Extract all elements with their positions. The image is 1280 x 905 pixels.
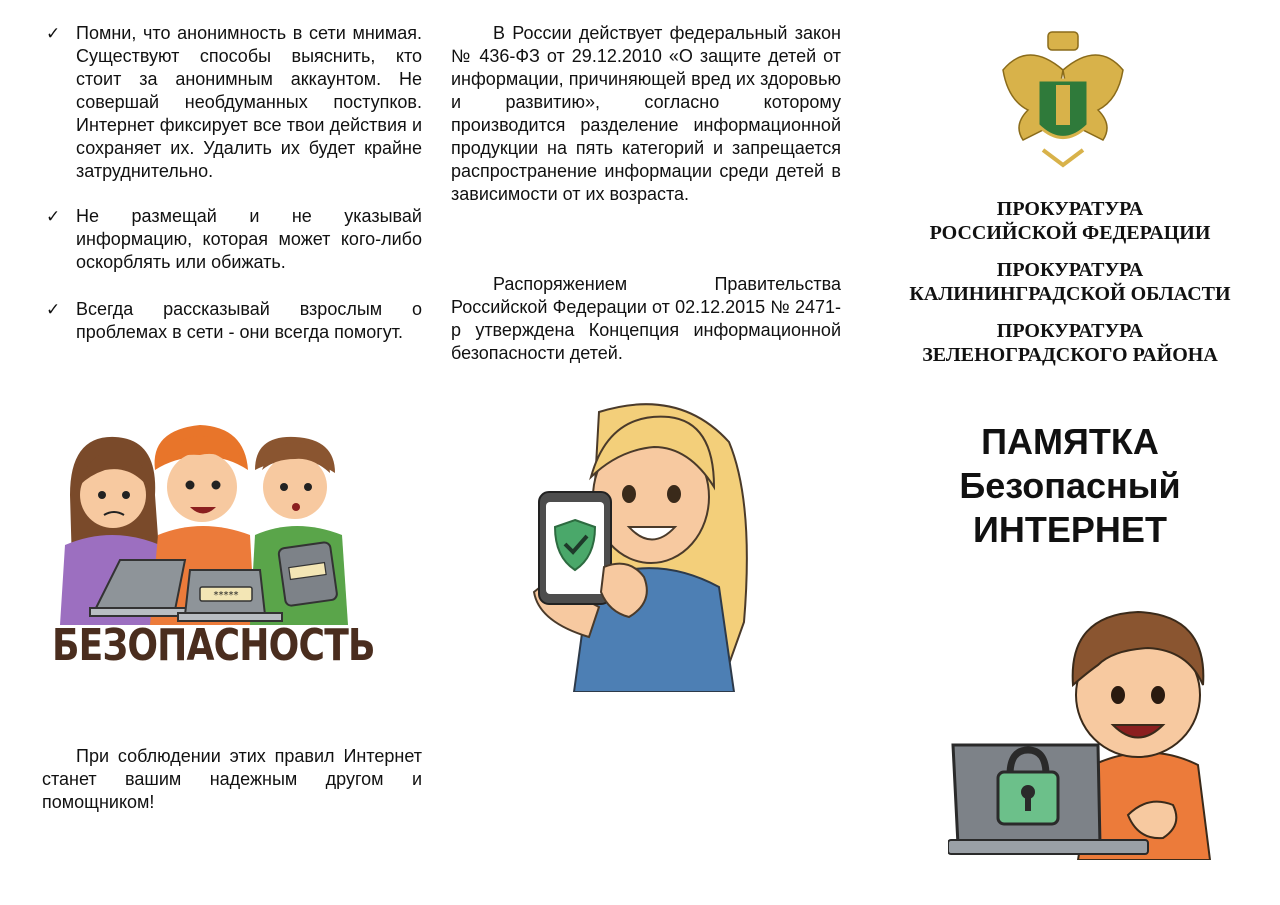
rule-item (42, 298, 422, 344)
girl-with-phone-illustration (479, 392, 759, 692)
rule-text: Не размещай и не указывай информацию, которая может кого-либо оскорблять или обижать. (76, 206, 422, 272)
rule-item (42, 22, 422, 183)
agency-line2: РОССИЙСКОЙ ФЕДЕРАЦИИ (929, 222, 1211, 244)
left-column (42, 0, 422, 905)
order-paragraph: Распоряжением Правительства Российской Федерации от 02.12.2015 № 2471-р утверждена Концепция информационной безопасности детей. (451, 274, 841, 363)
rule-text: Помни, что анонимность в сети мнимая. Существуют способы выяснить, кто стоит за анонимным аккаунтом. Не совершай необдуманных поступков. Интернет фиксирует все твои действия и сохраняет их. Удалить их будет крайне затруднительно. (76, 23, 422, 181)
agency-line1: ПРОКУРАТУРА (996, 198, 1144, 220)
checkmark-icon: ✓ (46, 300, 61, 319)
title-line2: Безопасный (959, 465, 1181, 506)
svg-text:*****: ***** (213, 590, 239, 601)
rule-item (42, 205, 422, 274)
agency-district (880, 319, 1260, 367)
agency-line1: ПРОКУРАТУРА (996, 259, 1144, 281)
checkmark-icon: ✓ (46, 24, 61, 43)
law-paragraph: В России действует федеральный закон № 436-ФЗ от 29.12.2010 «О защите детей от информации, причиняющей вред их здоровью и развитию», согласно которому производится разделение информационной продукции на пять категорий и запрещается распространение информации среди детей в зависимости от их возраста. (451, 23, 841, 204)
title-line1: ПАМЯТКА (981, 421, 1159, 462)
rule-text: Всегда рассказывай взрослым о проблемах в сети - они всегда помогут. (76, 299, 422, 342)
agency-line1: ПРОКУРАТУРА (996, 320, 1144, 342)
right-column (880, 0, 1260, 905)
prosecutor-emblem-icon (998, 30, 1128, 170)
middle-column (451, 0, 841, 905)
children-with-laptops-illustration (50, 425, 360, 625)
boy-with-laptop-illustration (948, 600, 1248, 860)
agency-rf (880, 197, 1260, 245)
agency-line2: ЗЕЛЕНОГРАДСКОГО РАЙОНА (922, 344, 1218, 366)
rules-list (42, 22, 422, 366)
title-line3: ИНТЕРНЕТ (973, 509, 1167, 550)
agency-line2: КАЛИНИНГРАДСКОЙ ОБЛАСТИ (909, 283, 1231, 305)
safety-label: БЕЗОПАСНОСТЬ (52, 620, 375, 671)
leaflet-title (880, 420, 1260, 552)
checkmark-icon: ✓ (46, 207, 61, 226)
closing-text: При соблюдении этих правил Интернет станет вашим надежным другом и помощником! (42, 746, 422, 812)
agency-region (880, 258, 1260, 306)
